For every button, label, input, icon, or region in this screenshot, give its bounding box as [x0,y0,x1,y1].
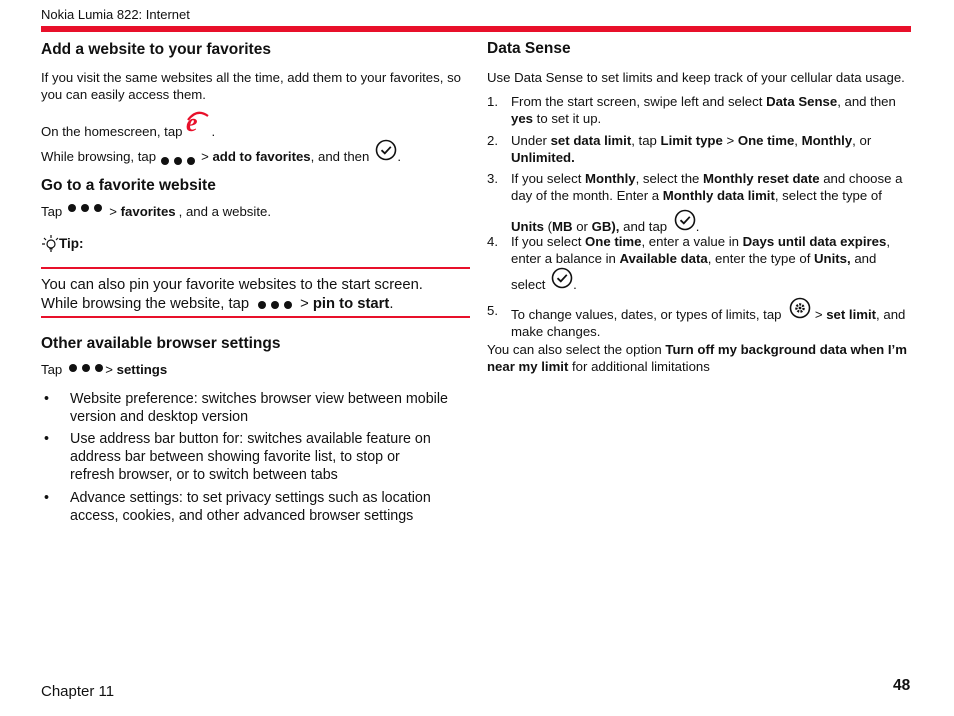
tip-line-1: You can also pin your favorite websites to the start screen. [41,277,423,293]
settings-tap-text: Tap [41,362,63,377]
header-title: Nokia Lumia 822: Internet [41,7,190,22]
tip-rule-top [41,267,470,269]
checkmark-icon [674,209,696,235]
more-icon [68,204,102,212]
bullet-text: Website preference: switches browser view between mobile version and desktop version [70,391,448,425]
checkmark-icon [375,139,397,165]
header-rule [41,26,911,32]
lightbulb-icon [41,234,59,252]
bullet-item: • Use address bar button for: switches available feature on address bar between showing favorite list, to stop or refresh browser, or to switch between tabs [44,430,464,484]
tip-end: . [389,296,394,312]
background-data-note: You can also select the option Turn off my background data when I’m near my limit for additional limitations [487,342,907,374]
section-heading-data-sense: Data Sense [487,40,571,57]
bullet-text: Use address bar button for: switches available feature on address bar between showing favorite list, to stop or refresh browser, or to switch between tabs [70,431,431,483]
go-rest: , and a website. [178,204,271,219]
add-favorite-intro: If you visit the same websites all the time, add them to your favorites, so you can easily access them. [41,70,461,102]
more-icon [69,364,103,372]
homescreen-instruction [41,110,216,140]
step-3: 3. If you select Monthly, select the Monthly reset date and choose a day of the month. Enter a Monthly data limit, select the type of Units (MB or GB), and tap . [487,171,903,234]
settings-label: settings [116,362,168,377]
bullet-item: • Website preference: switches browser view between mobile version and desktop version [44,390,464,426]
step-5: 5. To change values, dates, or types of limits, tap > set limit, and make changes. [487,297,911,340]
step-4: 4. If you select One time, enter a value in Days until data expires, enter a balance in Available data, enter the type of Units, and select . [487,234,890,292]
settings-instruction [41,361,167,378]
browsing-instruction [41,143,401,165]
step-2: 2. Under set data limit, tap Limit type > One time, Monthly, or Unlimited. [487,133,872,165]
pin-to-start-label: pin to start [312,296,390,312]
settings-gt: > [105,362,113,377]
tip-line-2 [41,295,393,314]
go-to-favorite-instruction [41,203,271,220]
browsing-end: . [397,149,401,164]
add-to-favorites-label: add to favorites [212,149,311,164]
internet-explorer-icon [185,110,209,140]
svg-text:e: e [186,110,199,136]
section-heading-go-to-favorite: Go to a favorite website [41,177,216,194]
page-number: 48 [893,677,911,694]
chapter-label: Chapter 11 [41,683,115,700]
more-icon [258,301,292,309]
tip-gt: > [300,296,309,312]
favorites-label: favorites [120,204,176,219]
browsing-mid: , and then [310,149,370,164]
bullet-item: • Advance settings: to set privacy settings such as location access, cookies, and other advanced browser settings [44,489,464,525]
tip-label: Tip: [59,235,84,251]
data-sense-intro: Use Data Sense to set limits and keep track of your cellular data usage. [487,70,905,85]
homescreen-end: . [211,124,216,139]
checkmark-icon [551,267,573,293]
tip-rule-bottom [41,316,470,318]
browsing-text: While browsing, tap [41,149,157,164]
homescreen-text: On the homescreen, tap [41,124,183,139]
bullet-text: Advance settings: to set privacy settings such as location access, cookies, and other advanced browser settings [70,490,431,524]
tip-line-2-text: While browsing the website, tap [41,296,250,312]
step-1: 1. From the start screen, swipe left and select Data Sense, and then yes to set it up. [487,94,896,126]
settings-gear-icon [789,297,811,323]
section-heading-add-favorite: Add a website to your favorites [41,41,271,58]
go-tap-text: Tap [41,204,63,219]
browsing-gt: > [201,149,209,164]
tip-header [41,234,84,252]
more-icon [161,157,195,165]
go-gt: > [109,204,117,219]
section-heading-other-settings: Other available browser settings [41,335,281,352]
